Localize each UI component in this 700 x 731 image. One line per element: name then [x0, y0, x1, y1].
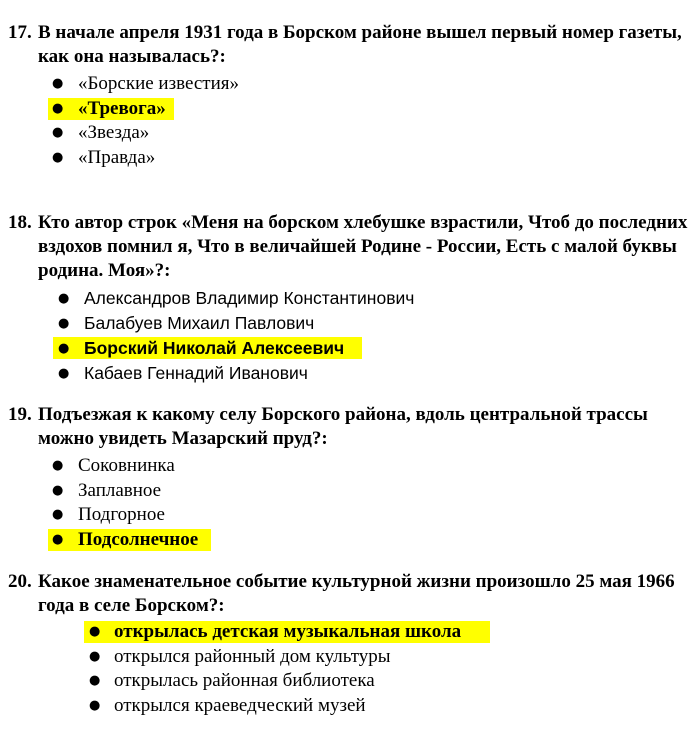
question-19-options — [8, 454, 690, 552]
question-17-text — [8, 21, 690, 69]
option-19-b-text: Заплавное — [78, 479, 162, 501]
option-18-c-correct — [8, 336, 690, 361]
question-19-number: 19. — [8, 404, 32, 425]
option-17-d-text: «Правда» — [78, 146, 156, 168]
bullet-icon: ● — [52, 507, 64, 522]
option-17-d — [8, 146, 690, 171]
question-17-options — [8, 72, 690, 170]
option-17-b-text: «Тревога» — [78, 97, 166, 119]
question-19-text — [8, 403, 690, 451]
option-20-c-text: открылась районная библиотека — [114, 670, 375, 691]
option-18-c-text: Борский Николай Алексеевич — [84, 338, 345, 358]
question-19-prompt: Подъезжая к какому селу Борского района, вдоль центральной трассы можно увидеть Мазарский пруд?: — [38, 404, 648, 449]
option-17-a-text: «Борские известия» — [78, 73, 240, 94]
option-17-b-correct — [8, 97, 690, 122]
option-17-a — [8, 72, 690, 97]
option-20-a-text: открылась детская музыкальная школа — [114, 621, 462, 642]
option-18-d — [8, 361, 690, 386]
option-19-d-correct — [8, 528, 690, 553]
question-18-text — [8, 211, 690, 283]
option-17-c-text: «Звезда» — [78, 122, 150, 143]
option-20-a-correct — [8, 620, 690, 645]
option-19-b — [8, 479, 690, 504]
question-18 — [8, 211, 690, 386]
bullet-icon: ● — [52, 482, 64, 498]
option-18-a — [8, 286, 690, 311]
bullet-icon: ● — [58, 316, 70, 331]
option-20-d — [8, 694, 690, 719]
option-20-b-text: открылся районный дом культуры — [114, 645, 391, 667]
question-19 — [8, 403, 690, 552]
question-20 — [8, 570, 690, 718]
option-17-c — [8, 121, 690, 146]
bullet-icon: ● — [52, 100, 64, 116]
bullet-icon: ● — [52, 458, 64, 473]
question-18-number: 18. — [8, 212, 32, 233]
bullet-icon: ● — [52, 125, 64, 140]
bullet-icon: ● — [52, 531, 64, 547]
question-20-prompt: Какое знаменательное событие культурной жизни произошло 25 мая 1966 года в селе Борском?: — [38, 571, 675, 616]
option-19-d-text: Подсолнечное — [78, 528, 199, 550]
bullet-icon: ● — [58, 366, 70, 381]
option-18-b-text: Балабуев Михаил Павлович — [84, 313, 315, 333]
question-20-options — [8, 620, 690, 718]
option-18-b — [8, 311, 690, 336]
question-17-number: 17. — [8, 22, 32, 43]
bullet-icon: ● — [89, 697, 101, 713]
option-19-a-text: Соковнинка — [78, 455, 175, 476]
bullet-icon: ● — [52, 76, 64, 91]
bullet-icon: ● — [52, 149, 64, 165]
option-19-c-text: Подгорное — [78, 504, 165, 525]
question-20-number: 20. — [8, 571, 32, 592]
option-19-a — [8, 454, 690, 479]
option-18-a-text: Александров Владимир Константинович — [84, 288, 415, 308]
bullet-icon: ● — [58, 341, 70, 356]
option-20-c — [8, 669, 690, 694]
question-17-prompt: В начале апреля 1931 года в Борском районе вышел первый номер газеты, как она называлась?: — [38, 22, 682, 67]
bullet-icon: ● — [58, 291, 70, 306]
option-20-b — [8, 645, 690, 670]
option-20-d-text: открылся краеведческий музей — [114, 694, 366, 716]
bullet-icon: ● — [89, 648, 101, 664]
option-19-c — [8, 503, 690, 528]
bullet-icon: ● — [89, 673, 101, 688]
question-18-options — [8, 286, 690, 386]
bullet-icon: ● — [89, 624, 101, 639]
option-18-d-text: Кабаев Геннадий Иванович — [84, 363, 308, 383]
question-17 — [8, 21, 690, 170]
question-18-prompt: Кто автор строк «Меня на борском хлебушке взрастили, Чтоб до последних вздохов помнил я, Что в величайшей Родине - России, Есть с малой буквы родина. Моя»?: — [38, 212, 688, 281]
question-20-text — [8, 570, 690, 618]
